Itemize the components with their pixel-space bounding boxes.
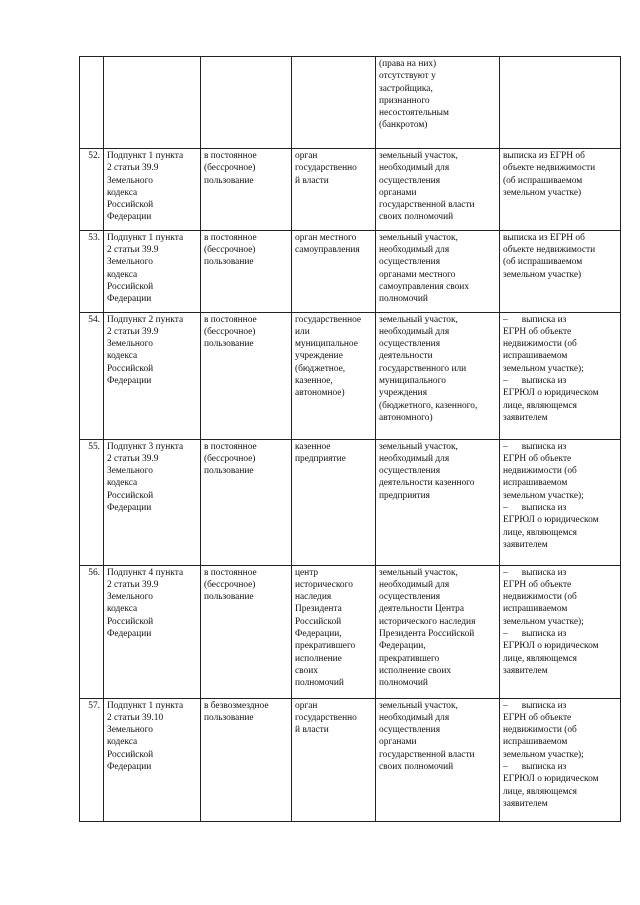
cell-text-line: Федерации bbox=[107, 629, 152, 640]
cell-text-line: муниципального bbox=[379, 376, 446, 387]
applicant-cell bbox=[292, 57, 376, 149]
cell-text-line: государственно bbox=[295, 163, 357, 174]
cell-text-line: своих полномочий bbox=[379, 762, 454, 773]
cell-text-line: Подпункт 1 пункта bbox=[107, 700, 184, 711]
cell-text-line: в постоянное bbox=[204, 441, 257, 452]
cell-text-line: Земельного bbox=[107, 592, 153, 603]
cell-text-line: – выписка из bbox=[503, 314, 567, 325]
cell-text-line: (бюджетного, казенного, bbox=[379, 400, 478, 411]
cell-text-line: признанного bbox=[379, 95, 430, 106]
cell-text-line: пользование bbox=[204, 592, 254, 603]
cell-text-line: необходимый для bbox=[379, 245, 450, 256]
land-plot-cell bbox=[376, 565, 500, 698]
cell-text-line: необходимый для bbox=[379, 326, 450, 337]
cell-text-line: в постоянное bbox=[204, 232, 257, 243]
cell-text-line: в постоянное bbox=[204, 314, 257, 325]
cell-text-line: своих bbox=[295, 665, 318, 676]
cell-text-line: Земельного bbox=[107, 339, 153, 350]
cell-text: 52. bbox=[88, 151, 100, 161]
cell-text: 56. bbox=[88, 567, 100, 578]
cell-text-line: в постоянное bbox=[204, 567, 257, 578]
cell-text: 55. bbox=[88, 441, 100, 452]
cell-text-line: лице, являющемся bbox=[503, 653, 577, 664]
cell-text-line: Российской bbox=[107, 749, 154, 760]
cell-text-line: – выписка из bbox=[503, 567, 567, 578]
cell-text-line: Федерации bbox=[107, 376, 152, 387]
documents-cell bbox=[500, 439, 621, 565]
cell-text: 57. bbox=[88, 700, 100, 711]
cell-text-line: самоуправления bbox=[295, 245, 360, 256]
cell-text-line: (банкротом) bbox=[379, 120, 428, 131]
cell-text-line: осуществления bbox=[379, 339, 441, 350]
applicant-cell bbox=[292, 230, 376, 312]
cell-text-line: наследия bbox=[295, 592, 332, 603]
cell-text-line: недвижимости (об bbox=[503, 592, 577, 603]
cell-text-line: государственного или bbox=[379, 363, 467, 374]
cell-text-line: деятельности bbox=[379, 351, 433, 362]
cell-text-line: своих полномочий bbox=[379, 212, 454, 223]
cell-text-line: земельный участок, bbox=[379, 441, 458, 452]
cell-text-line: – выписка из bbox=[503, 629, 567, 640]
documents-cell bbox=[500, 57, 621, 149]
right-type-cell bbox=[201, 57, 292, 149]
cell-text-line: учреждение bbox=[295, 351, 343, 362]
cell-text-line: объекте недвижимости bbox=[503, 163, 596, 174]
applicant-cell bbox=[292, 698, 376, 821]
cell-text-line: государственной власти bbox=[379, 200, 475, 211]
cell-text-line: муниципальное bbox=[295, 339, 358, 350]
cell-text-line: (бессрочное) bbox=[204, 453, 256, 464]
legal-basis-cell bbox=[104, 565, 201, 698]
cell-text-line: осуществления bbox=[379, 466, 441, 477]
cell-text-line: земельном участке); bbox=[503, 363, 584, 374]
cell-text-line: земельный участок, bbox=[379, 700, 458, 711]
cell-text-line: орган местного bbox=[295, 232, 357, 243]
row-number bbox=[80, 698, 104, 821]
cell-text-line: деятельности казенного bbox=[379, 478, 475, 489]
cell-text-line: лице, являющемся bbox=[503, 786, 577, 797]
legal-basis-cell bbox=[104, 149, 201, 231]
cell-text-line: автономное) bbox=[295, 388, 345, 399]
table-row bbox=[80, 57, 621, 149]
cell-text-line: земельный участок, bbox=[379, 314, 458, 325]
cell-text-line: казенное bbox=[295, 441, 331, 452]
cell-text-line: Федерации, bbox=[379, 641, 426, 652]
cell-text-line: орган bbox=[295, 700, 318, 711]
cell-text-line: ЕГРН об объекте bbox=[503, 453, 572, 464]
cell-text-line: автономного) bbox=[379, 412, 433, 423]
cell-text-line: й власти bbox=[295, 175, 329, 186]
right-type-cell bbox=[201, 565, 292, 698]
cell-text-line: осуществления bbox=[379, 592, 441, 603]
cell-text-line: полномочий bbox=[379, 294, 428, 305]
land-plot-cell bbox=[376, 230, 500, 312]
cell-text-line: недвижимости (об bbox=[503, 725, 577, 736]
cell-text-line: Федерации, bbox=[295, 629, 342, 640]
cell-text-line: 2 статьи 39.10 bbox=[107, 712, 164, 723]
cell-text-line: Федерации bbox=[107, 212, 152, 223]
row-number bbox=[80, 149, 104, 231]
cell-text-line: Российской bbox=[107, 363, 154, 374]
cell-text-line: – выписка из bbox=[503, 441, 567, 452]
cell-text-line: (бессрочное) bbox=[204, 326, 256, 337]
cell-text-line: заявителем bbox=[503, 665, 548, 676]
cell-text-line: пользование bbox=[204, 339, 254, 350]
land-plot-cell bbox=[376, 312, 500, 439]
cell-text-line: лице, являющемся bbox=[503, 400, 577, 411]
cell-text-line: ЕГРЮЛ о юридическом bbox=[503, 388, 599, 399]
cell-text-line: необходимый для bbox=[379, 579, 450, 590]
cell-text-line: Земельного bbox=[107, 257, 153, 268]
legal-basis-cell bbox=[104, 698, 201, 821]
cell-text-line: ЕГРН об объекте bbox=[503, 326, 572, 337]
cell-text-line: осуществления bbox=[379, 175, 441, 186]
documents-cell bbox=[500, 312, 621, 439]
cell-text-line: казенное, bbox=[295, 376, 333, 387]
legal-basis-cell bbox=[104, 57, 201, 149]
cell-text-line: осуществления bbox=[379, 257, 441, 268]
cell-text-line: Федерации bbox=[107, 503, 152, 514]
cell-text-line: необходимый для bbox=[379, 163, 450, 174]
cell-text-line: кодекса bbox=[107, 478, 138, 489]
land-plot-cell bbox=[376, 698, 500, 821]
land-rights-table bbox=[79, 56, 621, 822]
cell-text-line: в безвозмездное bbox=[204, 700, 269, 711]
cell-text-line: кодекса bbox=[107, 269, 138, 280]
documents-cell bbox=[500, 698, 621, 821]
cell-text-line: государственное bbox=[295, 314, 362, 325]
cell-text-line: прекратившего bbox=[379, 653, 440, 664]
cell-text-line: Федерации bbox=[107, 294, 152, 305]
legal-basis-cell bbox=[104, 439, 201, 565]
cell-text-line: 2 статьи 39.9 bbox=[107, 245, 159, 256]
right-type-cell bbox=[201, 439, 292, 565]
row-number bbox=[80, 312, 104, 439]
cell-text-line: Подпункт 4 пункта bbox=[107, 567, 184, 578]
table-row bbox=[80, 439, 621, 565]
table-row bbox=[80, 149, 621, 231]
cell-text-line: испрашиваемом bbox=[503, 351, 568, 362]
cell-text-line: центр bbox=[295, 567, 319, 578]
cell-text-line: необходимый для bbox=[379, 712, 450, 723]
cell-text-line: ЕГРЮЛ о юридическом bbox=[503, 641, 599, 652]
cell-text-line: пользование bbox=[204, 257, 254, 268]
cell-text-line: исторического наследия bbox=[379, 616, 476, 627]
cell-text-line: – выписка из bbox=[503, 376, 567, 387]
cell-text-line: испрашиваемом bbox=[503, 478, 568, 489]
table-row bbox=[80, 230, 621, 312]
cell-text-line: недвижимости (об bbox=[503, 339, 577, 350]
table-row bbox=[80, 698, 621, 821]
cell-text-line: исполнение своих bbox=[379, 665, 452, 676]
cell-text-line: земельный участок, bbox=[379, 232, 458, 243]
cell-text-line: Российской bbox=[107, 200, 154, 211]
cell-text: 54. bbox=[88, 314, 100, 325]
cell-text-line: пользование bbox=[204, 712, 254, 723]
row-number bbox=[80, 57, 104, 149]
cell-text-line: выписка из ЕГРН об bbox=[503, 232, 585, 243]
cell-text-line: орган bbox=[295, 151, 318, 161]
cell-text-line: (бессрочное) bbox=[204, 163, 256, 174]
cell-text-line: исторического bbox=[295, 579, 353, 590]
cell-text-line: исполнение bbox=[295, 653, 342, 664]
table-body bbox=[80, 57, 621, 822]
cell-text-line: кодекса bbox=[107, 351, 138, 362]
cell-text-line: (об испрашиваемом bbox=[503, 175, 583, 186]
cell-text-line: органами bbox=[379, 737, 417, 748]
cell-text-line: государственной власти bbox=[379, 749, 475, 760]
cell-text-line: предприятия bbox=[379, 490, 430, 501]
cell-text-line: Президента bbox=[295, 604, 342, 615]
cell-text-line: (об испрашиваемом bbox=[503, 257, 583, 268]
cell-text-line: застройщика, bbox=[379, 83, 433, 94]
cell-text-line: лице, являющемся bbox=[503, 527, 577, 538]
cell-text-line: кодекса bbox=[107, 737, 138, 748]
cell-text-line: Российской bbox=[107, 490, 154, 501]
cell-text-line: объекте недвижимости bbox=[503, 245, 596, 256]
cell-text-line: – выписка из bbox=[503, 762, 567, 773]
applicant-cell bbox=[292, 312, 376, 439]
right-type-cell bbox=[201, 698, 292, 821]
row-number bbox=[80, 565, 104, 698]
cell-text-line: заявителем bbox=[503, 412, 548, 423]
cell-text-line: (бюджетное, bbox=[295, 363, 346, 374]
cell-text-line: Подпункт 2 пункта bbox=[107, 314, 184, 325]
row-number bbox=[80, 439, 104, 565]
cell-text-line: 2 статьи 39.9 bbox=[107, 326, 159, 337]
cell-text-line: в постоянное bbox=[204, 151, 257, 161]
right-type-cell bbox=[201, 312, 292, 439]
cell-text-line: органами bbox=[379, 187, 417, 198]
cell-text-line: ЕГРН об объекте bbox=[503, 712, 572, 723]
cell-text-line: или bbox=[295, 326, 310, 337]
cell-text-line: й власти bbox=[295, 725, 329, 736]
cell-text-line: земельный участок, bbox=[379, 151, 458, 161]
cell-text-line: ЕГРЮЛ о юридическом bbox=[503, 774, 599, 785]
right-type-cell bbox=[201, 230, 292, 312]
documents-cell bbox=[500, 565, 621, 698]
cell-text-line: земельном участке) bbox=[503, 187, 582, 198]
cell-text-line: ЕГРЮЛ о юридическом bbox=[503, 515, 599, 526]
cell-text-line: выписка из ЕГРН об bbox=[503, 151, 585, 161]
cell-text-line: земельный участок, bbox=[379, 567, 458, 578]
cell-text-line: полномочий bbox=[379, 678, 428, 689]
applicant-cell bbox=[292, 439, 376, 565]
cell-text-line: Российской bbox=[295, 616, 342, 627]
cell-text-line: Подпункт 1 пункта bbox=[107, 151, 184, 161]
cell-text-line: 2 статьи 39.9 bbox=[107, 453, 159, 464]
legal-basis-cell bbox=[104, 312, 201, 439]
cell-text-line: Президента Российской bbox=[379, 629, 475, 640]
cell-text-line: земельном участке) bbox=[503, 269, 582, 280]
cell-text: 53. bbox=[88, 232, 100, 243]
cell-text-line: государственно bbox=[295, 712, 357, 723]
documents-cell bbox=[500, 230, 621, 312]
cell-text-line: несостоятельным bbox=[379, 108, 449, 119]
cell-text-line: (бессрочное) bbox=[204, 579, 256, 590]
cell-text-line: Подпункт 3 пункта bbox=[107, 441, 184, 452]
cell-text-line: испрашиваемом bbox=[503, 604, 568, 615]
cell-text-line: земельном участке); bbox=[503, 616, 584, 627]
cell-text-line: Российской bbox=[107, 281, 154, 292]
row-number bbox=[80, 230, 104, 312]
cell-text-line: органами местного bbox=[379, 269, 456, 280]
documents-cell bbox=[500, 149, 621, 231]
cell-text-line: пользование bbox=[204, 175, 254, 186]
land-plot-cell bbox=[376, 439, 500, 565]
cell-text-line: пользование bbox=[204, 466, 254, 477]
cell-text-line: 2 статьи 39.9 bbox=[107, 163, 159, 174]
cell-text-line: самоуправления своих bbox=[379, 281, 470, 292]
cell-text-line: учреждения bbox=[379, 388, 428, 399]
cell-text-line: земельном участке); bbox=[503, 749, 584, 760]
cell-text-line: 2 статьи 39.9 bbox=[107, 579, 159, 590]
cell-text-line: прекратившего bbox=[295, 641, 356, 652]
cell-text-line: – выписка из bbox=[503, 503, 567, 514]
table-row bbox=[80, 565, 621, 698]
land-plot-cell bbox=[376, 149, 500, 231]
cell-text-line: кодекса bbox=[107, 604, 138, 615]
cell-text-line: предприятие bbox=[295, 453, 346, 464]
land-plot-cell bbox=[376, 57, 500, 149]
cell-text-line: необходимый для bbox=[379, 453, 450, 464]
applicant-cell bbox=[292, 565, 376, 698]
cell-text-line: полномочий bbox=[295, 678, 344, 689]
cell-text-line: (бессрочное) bbox=[204, 245, 256, 256]
cell-text-line: ЕГРН об объекте bbox=[503, 579, 572, 590]
cell-text-line: заявителем bbox=[503, 539, 548, 550]
cell-text-line: Земельного bbox=[107, 466, 153, 477]
cell-text-line: деятельности Центра bbox=[379, 604, 465, 615]
cell-text-line: Земельного bbox=[107, 175, 153, 186]
cell-text-line: Федерации bbox=[107, 762, 152, 773]
cell-text-line: заявителем bbox=[503, 798, 548, 809]
cell-text-line: Подпункт 1 пункта bbox=[107, 232, 184, 243]
cell-text-line: недвижимости (об bbox=[503, 466, 577, 477]
cell-text-line: осуществления bbox=[379, 725, 441, 736]
cell-text-line: отсутствуют у bbox=[379, 71, 436, 82]
applicant-cell bbox=[292, 149, 376, 231]
cell-text-line: кодекса bbox=[107, 187, 138, 198]
cell-text-line: испрашиваемом bbox=[503, 737, 568, 748]
cell-text-line: (права на них) bbox=[379, 59, 437, 69]
cell-text-line: Земельного bbox=[107, 725, 153, 736]
cell-text-line: земельном участке); bbox=[503, 490, 584, 501]
right-type-cell bbox=[201, 149, 292, 231]
table-row bbox=[80, 312, 621, 439]
legal-basis-cell bbox=[104, 230, 201, 312]
cell-text-line: – выписка из bbox=[503, 700, 567, 711]
cell-text-line: Российской bbox=[107, 616, 154, 627]
